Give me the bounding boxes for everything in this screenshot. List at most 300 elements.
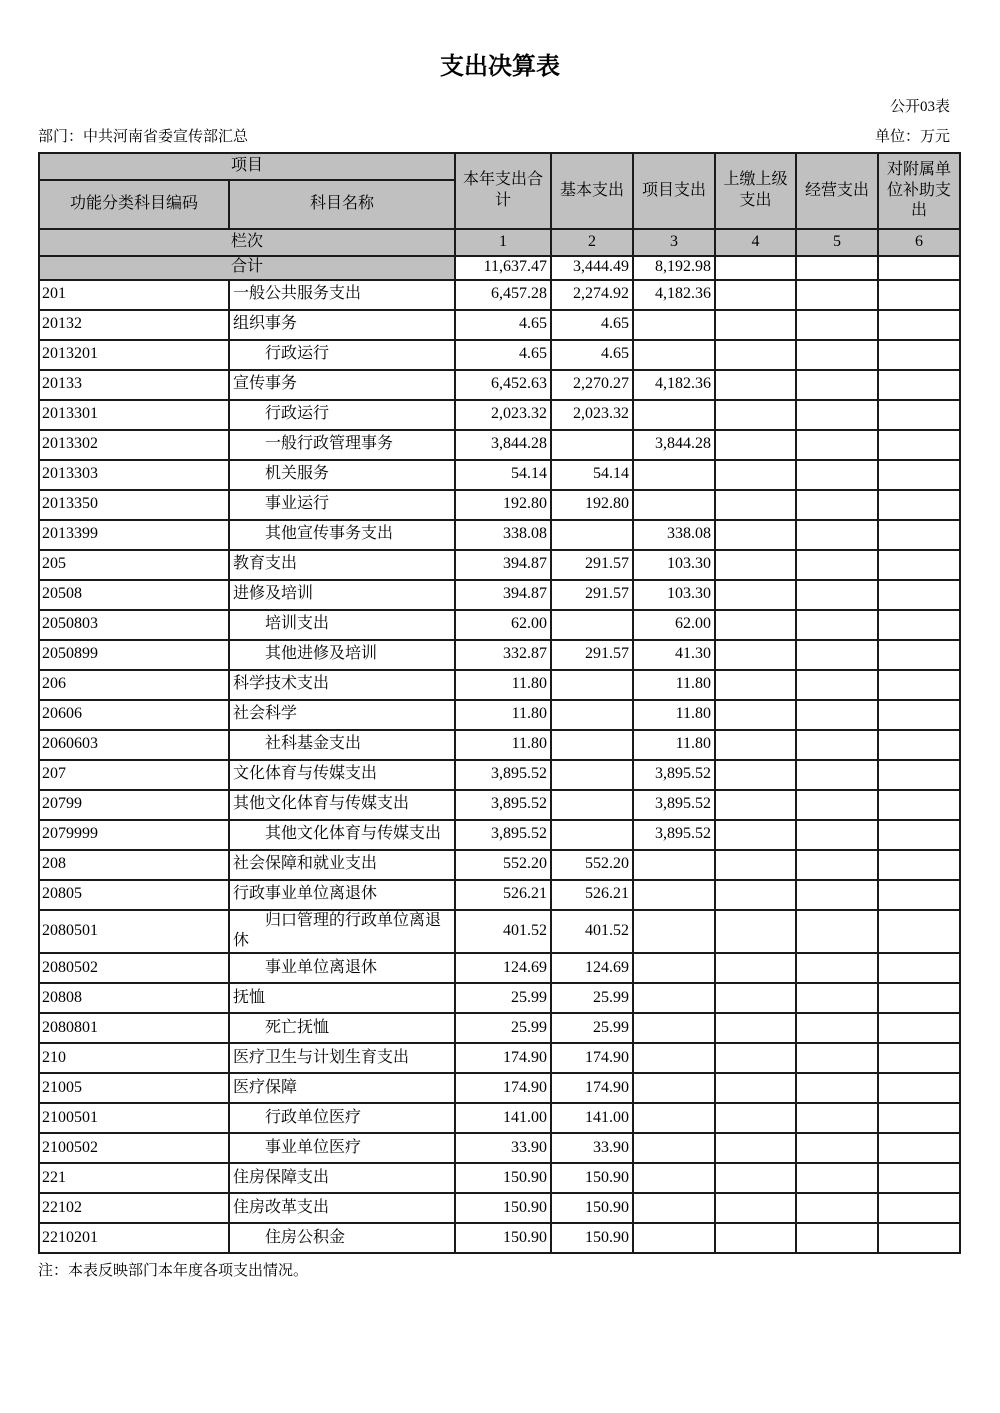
row-value-cell: 394.87: [455, 550, 551, 580]
row-value-cell: [878, 610, 960, 640]
row-value-cell: 3,895.52: [455, 760, 551, 790]
row-value-cell: 552.20: [455, 850, 551, 880]
row-value-cell: 552.20: [551, 850, 633, 880]
row-value-cell: [715, 370, 796, 400]
row-value-cell: [633, 490, 715, 520]
row-name-cell: 宣传事务: [229, 370, 455, 400]
row-value-cell: 291.57: [551, 550, 633, 580]
row-value-cell: 25.99: [455, 1013, 551, 1043]
row-value-cell: [551, 700, 633, 730]
row-value-cell: [796, 550, 878, 580]
table-row: [39, 1043, 960, 1073]
row-value-cell: 124.69: [455, 953, 551, 983]
row-name-cell: 行政事业单位离退休: [229, 880, 455, 910]
row-value-cell: 338.08: [455, 520, 551, 550]
row-value-cell: [796, 1013, 878, 1043]
row-value-cell: 33.90: [455, 1133, 551, 1163]
column-index-2: 2: [551, 229, 633, 256]
row-value-cell: [796, 610, 878, 640]
table-body: [39, 256, 960, 1254]
row-name-cell: 死亡抚恤: [229, 1013, 455, 1043]
row-name-cell: 文化体育与传媒支出: [229, 760, 455, 790]
row-name-cell: 其他文化体育与传媒支出: [229, 790, 455, 820]
table-row: [39, 760, 960, 790]
row-code-cell: 2079999: [39, 820, 229, 850]
row-value-cell: [796, 850, 878, 880]
row-code-cell: 20799: [39, 790, 229, 820]
row-value-cell: [715, 490, 796, 520]
row-value-cell: [796, 1073, 878, 1103]
row-value-cell: [878, 1073, 960, 1103]
row-value-cell: [878, 760, 960, 790]
row-value-cell: [715, 730, 796, 760]
row-value-cell: [551, 430, 633, 460]
row-value-cell: 2,274.92: [551, 280, 633, 310]
row-name-cell: 机关服务: [229, 460, 455, 490]
header-col-project: 项目支出: [633, 153, 715, 229]
row-value-cell: [551, 520, 633, 550]
row-value-cell: 54.14: [455, 460, 551, 490]
row-value-cell: [715, 430, 796, 460]
row-value-cell: [715, 850, 796, 880]
table-row: [39, 610, 960, 640]
header-name: 科目名称: [229, 180, 455, 229]
row-name-cell: 社会保障和就业支出: [229, 850, 455, 880]
row-value-cell: [715, 340, 796, 370]
row-value-cell: 526.21: [551, 880, 633, 910]
row-value-cell: [633, 400, 715, 430]
row-value-cell: [633, 850, 715, 880]
header-col-operating: 经营支出: [796, 153, 878, 229]
row-name-cell: 社会科学: [229, 700, 455, 730]
row-value-cell: [878, 730, 960, 760]
total-value-cell: 8,192.98: [633, 256, 715, 280]
row-value-cell: 4,182.36: [633, 280, 715, 310]
row-name-cell: 其他文化体育与传媒支出: [229, 820, 455, 850]
row-value-cell: [878, 1223, 960, 1253]
table-row: [39, 280, 960, 310]
row-value-cell: 54.14: [551, 460, 633, 490]
meta-row: [0, 128, 1000, 146]
row-name-cell: 事业单位医疗: [229, 1133, 455, 1163]
row-value-cell: [796, 400, 878, 430]
row-value-cell: 3,895.52: [455, 790, 551, 820]
row-value-cell: [551, 610, 633, 640]
row-value-cell: 3,895.52: [633, 760, 715, 790]
row-value-cell: 332.87: [455, 640, 551, 670]
unit-label: 单位：万元: [874, 129, 950, 145]
row-code-cell: 206: [39, 670, 229, 700]
row-name-cell: 其他宣传事务支出: [229, 520, 455, 550]
row-code-cell: 205: [39, 550, 229, 580]
row-name-cell: 住房改革支出: [229, 1193, 455, 1223]
row-name-cell: 教育支出: [229, 550, 455, 580]
row-value-cell: [551, 790, 633, 820]
column-index-row: [39, 229, 960, 256]
row-code-cell: 20508: [39, 580, 229, 610]
header-col-year-total: 本年支出合计: [455, 153, 551, 229]
row-name-cell: 社科基金支出: [229, 730, 455, 760]
row-value-cell: [796, 820, 878, 850]
row-code-cell: 2100501: [39, 1103, 229, 1133]
row-value-cell: [715, 820, 796, 850]
header-item-group: 项目: [39, 153, 455, 180]
row-value-cell: [796, 490, 878, 520]
table-row: [39, 340, 960, 370]
table-row: [39, 1133, 960, 1163]
row-value-cell: [878, 460, 960, 490]
row-name-cell: 科学技术支出: [229, 670, 455, 700]
row-value-cell: [878, 953, 960, 983]
row-value-cell: [715, 460, 796, 490]
row-value-cell: [633, 1043, 715, 1073]
row-value-cell: [715, 953, 796, 983]
row-value-cell: [715, 610, 796, 640]
row-value-cell: [715, 1073, 796, 1103]
total-value-cell: [796, 256, 878, 280]
table-row: [39, 370, 960, 400]
row-name-cell: 一般公共服务支出: [229, 280, 455, 310]
table-row: [39, 850, 960, 880]
row-value-cell: [633, 310, 715, 340]
row-value-cell: 4.65: [455, 310, 551, 340]
row-value-cell: 3,844.28: [455, 430, 551, 460]
row-value-cell: 62.00: [455, 610, 551, 640]
row-name-cell: 组织事务: [229, 310, 455, 340]
row-value-cell: [796, 370, 878, 400]
row-name-cell: 住房公积金: [229, 1223, 455, 1253]
row-value-cell: 141.00: [551, 1103, 633, 1133]
row-value-cell: [796, 1223, 878, 1253]
row-value-cell: [796, 700, 878, 730]
row-value-cell: 11.80: [633, 700, 715, 730]
row-value-cell: [796, 790, 878, 820]
row-code-cell: 2050803: [39, 610, 229, 640]
total-label: 合计: [39, 256, 455, 280]
row-value-cell: [796, 520, 878, 550]
row-code-cell: 221: [39, 1163, 229, 1193]
table-row: [39, 700, 960, 730]
row-value-cell: [715, 910, 796, 954]
table-row: [39, 820, 960, 850]
table-row: [39, 910, 960, 954]
table-row: [39, 880, 960, 910]
row-code-cell: 2100502: [39, 1133, 229, 1163]
row-value-cell: [715, 1013, 796, 1043]
row-value-cell: [796, 310, 878, 340]
row-name-cell: 行政运行: [229, 340, 455, 370]
table-row: [39, 520, 960, 550]
row-value-cell: 150.90: [455, 1163, 551, 1193]
row-value-cell: [633, 1133, 715, 1163]
row-value-cell: [715, 310, 796, 340]
row-value-cell: [878, 310, 960, 340]
row-value-cell: [796, 730, 878, 760]
row-value-cell: 291.57: [551, 580, 633, 610]
row-value-cell: [633, 880, 715, 910]
row-value-cell: [715, 760, 796, 790]
row-code-cell: 2080501: [39, 910, 229, 954]
row-value-cell: 62.00: [633, 610, 715, 640]
row-value-cell: 3,844.28: [633, 430, 715, 460]
row-code-cell: 20132: [39, 310, 229, 340]
table-row: [39, 790, 960, 820]
row-value-cell: [796, 983, 878, 1013]
total-value-cell: 3,444.49: [551, 256, 633, 280]
total-value-cell: [878, 256, 960, 280]
row-code-cell: 2013201: [39, 340, 229, 370]
table-row: [39, 550, 960, 580]
row-value-cell: 2,270.27: [551, 370, 633, 400]
row-code-cell: 2080502: [39, 953, 229, 983]
row-value-cell: 4.65: [551, 310, 633, 340]
row-value-cell: [715, 670, 796, 700]
row-value-cell: [633, 340, 715, 370]
table-row: [39, 953, 960, 983]
column-index-label: 栏次: [39, 229, 455, 256]
row-value-cell: [633, 983, 715, 1013]
total-row: [39, 256, 960, 280]
header-row-item: [39, 153, 960, 180]
row-code-cell: 20606: [39, 700, 229, 730]
row-value-cell: [878, 1133, 960, 1163]
table-row: [39, 1103, 960, 1133]
row-value-cell: [796, 1133, 878, 1163]
row-value-cell: [551, 730, 633, 760]
row-value-cell: [715, 1043, 796, 1073]
row-code-cell: 2013302: [39, 430, 229, 460]
row-name-cell: 抚恤: [229, 983, 455, 1013]
row-code-cell: 2013399: [39, 520, 229, 550]
row-value-cell: [878, 550, 960, 580]
row-value-cell: 192.80: [551, 490, 633, 520]
row-value-cell: 11.80: [633, 730, 715, 760]
header-col-upper-level: 上缴上级支出: [715, 153, 796, 229]
row-name-cell: 住房保障支出: [229, 1163, 455, 1193]
row-value-cell: [715, 580, 796, 610]
row-code-cell: 210: [39, 1043, 229, 1073]
row-value-cell: 394.87: [455, 580, 551, 610]
row-value-cell: [796, 340, 878, 370]
row-value-cell: [715, 280, 796, 310]
row-value-cell: [796, 280, 878, 310]
row-value-cell: [796, 953, 878, 983]
row-value-cell: [878, 280, 960, 310]
row-value-cell: [633, 1013, 715, 1043]
row-value-cell: [715, 880, 796, 910]
row-value-cell: [633, 1223, 715, 1253]
row-value-cell: [715, 983, 796, 1013]
column-index-6: 6: [878, 229, 960, 256]
row-value-cell: [878, 700, 960, 730]
row-value-cell: 11.80: [455, 670, 551, 700]
row-value-cell: [796, 460, 878, 490]
row-value-cell: 174.90: [551, 1043, 633, 1073]
row-value-cell: [878, 670, 960, 700]
row-value-cell: 174.90: [455, 1073, 551, 1103]
table-code-label: 公开03表: [889, 99, 950, 115]
row-value-cell: 150.90: [551, 1163, 633, 1193]
row-value-cell: [633, 953, 715, 983]
row-value-cell: 401.52: [551, 910, 633, 954]
row-code-cell: 2013301: [39, 400, 229, 430]
row-value-cell: [796, 1163, 878, 1193]
table-row: [39, 430, 960, 460]
row-value-cell: [633, 1103, 715, 1133]
row-value-cell: [878, 340, 960, 370]
row-value-cell: [878, 430, 960, 460]
row-value-cell: [878, 520, 960, 550]
table-row: [39, 490, 960, 520]
table-row: [39, 983, 960, 1013]
row-value-cell: [715, 1103, 796, 1133]
row-value-cell: [551, 670, 633, 700]
row-value-cell: [633, 460, 715, 490]
row-code-cell: 20808: [39, 983, 229, 1013]
row-code-cell: 20133: [39, 370, 229, 400]
row-value-cell: 2,023.32: [551, 400, 633, 430]
row-code-cell: 21005: [39, 1073, 229, 1103]
row-value-cell: [715, 790, 796, 820]
table-row: [39, 310, 960, 340]
row-value-cell: [715, 1223, 796, 1253]
row-value-cell: [878, 490, 960, 520]
row-value-cell: [715, 640, 796, 670]
table-row: [39, 1013, 960, 1043]
row-name-cell: 归口管理的行政单位离退休: [229, 910, 455, 954]
row-value-cell: [878, 983, 960, 1013]
column-index-3: 3: [633, 229, 715, 256]
row-value-cell: 11.80: [633, 670, 715, 700]
row-value-cell: [796, 1193, 878, 1223]
row-code-cell: 2013350: [39, 490, 229, 520]
row-value-cell: [796, 430, 878, 460]
row-value-cell: [715, 1133, 796, 1163]
row-value-cell: 3,895.52: [633, 790, 715, 820]
table-row: [39, 670, 960, 700]
row-value-cell: 174.90: [551, 1073, 633, 1103]
row-value-cell: 401.52: [455, 910, 551, 954]
row-name-cell: 事业运行: [229, 490, 455, 520]
row-name-cell: 医疗保障: [229, 1073, 455, 1103]
row-value-cell: [878, 400, 960, 430]
row-name-cell: 行政运行: [229, 400, 455, 430]
header-code: 功能分类科目编码: [39, 180, 229, 229]
page-title: 支出决算表: [440, 54, 560, 80]
row-value-cell: 291.57: [551, 640, 633, 670]
row-value-cell: [878, 370, 960, 400]
row-value-cell: 11.80: [455, 730, 551, 760]
row-value-cell: [878, 850, 960, 880]
row-value-cell: [878, 820, 960, 850]
row-name-cell: 事业单位离退休: [229, 953, 455, 983]
row-value-cell: [796, 640, 878, 670]
row-value-cell: [796, 580, 878, 610]
row-value-cell: 4.65: [551, 340, 633, 370]
row-value-cell: 150.90: [455, 1223, 551, 1253]
footnote: 注：本表反映部门本年度各项支出情况。: [38, 1263, 309, 1280]
row-value-cell: [796, 910, 878, 954]
row-value-cell: 11.80: [455, 700, 551, 730]
table-row: [39, 580, 960, 610]
row-value-cell: 25.99: [551, 983, 633, 1013]
row-value-cell: [715, 700, 796, 730]
department-label: 部门：中共河南省委宣传部汇总: [38, 129, 249, 145]
header-col-subsidy: 对附属单位补助支出: [878, 153, 960, 229]
row-value-cell: 3,895.52: [633, 820, 715, 850]
table-row: [39, 1223, 960, 1253]
row-name-cell: 一般行政管理事务: [229, 430, 455, 460]
row-code-cell: 2080801: [39, 1013, 229, 1043]
row-value-cell: [796, 880, 878, 910]
header-col-basic: 基本支出: [551, 153, 633, 229]
row-value-cell: [633, 1073, 715, 1103]
row-value-cell: 6,452.63: [455, 370, 551, 400]
row-value-cell: [551, 820, 633, 850]
row-code-cell: 2013303: [39, 460, 229, 490]
row-value-cell: [715, 1193, 796, 1223]
row-value-cell: [878, 790, 960, 820]
row-value-cell: 33.90: [551, 1133, 633, 1163]
row-name-cell: 其他进修及培训: [229, 640, 455, 670]
row-value-cell: 103.30: [633, 580, 715, 610]
row-value-cell: 4.65: [455, 340, 551, 370]
row-value-cell: 150.90: [551, 1223, 633, 1253]
row-value-cell: [715, 1163, 796, 1193]
row-code-cell: 2050899: [39, 640, 229, 670]
row-value-cell: [551, 760, 633, 790]
row-code-cell: 20805: [39, 880, 229, 910]
row-value-cell: [633, 1163, 715, 1193]
table-row: [39, 1163, 960, 1193]
table-row: [39, 1073, 960, 1103]
table-row: [39, 400, 960, 430]
row-value-cell: [796, 760, 878, 790]
table-row: [39, 460, 960, 490]
row-code-cell: 201: [39, 280, 229, 310]
row-value-cell: 6,457.28: [455, 280, 551, 310]
row-value-cell: [878, 1013, 960, 1043]
row-value-cell: 192.80: [455, 490, 551, 520]
row-value-cell: 3,895.52: [455, 820, 551, 850]
row-value-cell: [633, 910, 715, 954]
row-value-cell: [715, 400, 796, 430]
row-value-cell: 150.90: [551, 1193, 633, 1223]
row-value-cell: [715, 550, 796, 580]
row-value-cell: [878, 580, 960, 610]
expenditure-table: [38, 152, 961, 1254]
row-value-cell: 25.99: [455, 983, 551, 1013]
row-code-cell: 207: [39, 760, 229, 790]
table-row: [39, 730, 960, 760]
row-value-cell: [878, 1103, 960, 1133]
row-value-cell: 124.69: [551, 953, 633, 983]
row-value-cell: [878, 640, 960, 670]
table-row: [39, 640, 960, 670]
row-value-cell: [878, 1193, 960, 1223]
row-value-cell: 338.08: [633, 520, 715, 550]
row-value-cell: 150.90: [455, 1193, 551, 1223]
table-row: [39, 1193, 960, 1223]
row-value-cell: [633, 1193, 715, 1223]
row-name-cell: 行政单位医疗: [229, 1103, 455, 1133]
row-value-cell: [878, 910, 960, 954]
total-value-cell: [715, 256, 796, 280]
row-code-cell: 208: [39, 850, 229, 880]
row-name-cell: 培训支出: [229, 610, 455, 640]
column-index-1: 1: [455, 229, 551, 256]
row-value-cell: [796, 1103, 878, 1133]
